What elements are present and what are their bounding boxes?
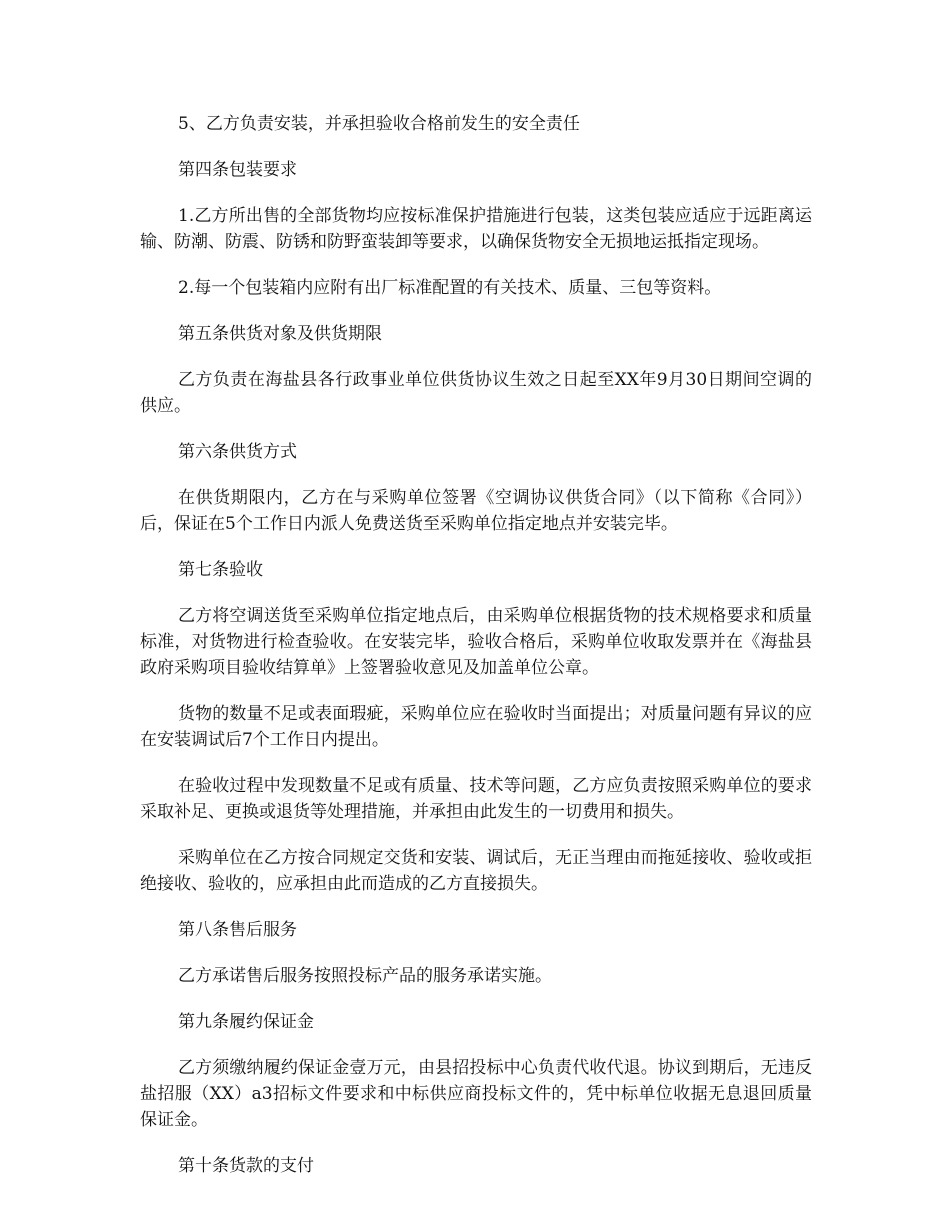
article-10-heading: 第十条货款的支付	[178, 1156, 314, 1176]
article-7-heading: 第七条验收	[178, 560, 263, 580]
after-sales-paragraph: 乙方承诺售后服务按照投标产品的服务承诺实施。	[178, 966, 552, 986]
packaging-item-2: 2.每一个包装箱内应附有出厂标准配置的有关技术、质量、三包等资料。	[178, 278, 722, 298]
article-9-heading: 第九条履约保证金	[178, 1012, 314, 1032]
document-page	[140, 111, 812, 1199]
supply-period-paragraph: 乙方负责在海盐县各行政事业单位供货协议生效之日起至XX年9月30日期间空调的供应。	[140, 370, 812, 416]
article-5-heading: 第五条供货对象及供货期限	[178, 324, 382, 344]
article-6-heading: 第六条供货方式	[178, 442, 297, 462]
acceptance-paragraph-1: 乙方将空调送货至采购单位指定地点后，由采购单位根据货物的技术规格要求和质量标准，对货物进行检查验收。在安装完毕，验收合格后，采购单位收取发票并在《海盐县政府采购项目验收结算单》上签署验收意见及加盖单位公章。	[140, 606, 812, 678]
clause-install-safety: 5、乙方负责安装，并承担验收合格前发生的安全责任	[178, 114, 580, 134]
acceptance-paragraph-4: 采购单位在乙方按合同规定交货和安装、调试后，无正当理由而拖延接收、验收或拒绝接收、验收的，应承担由此而造成的乙方直接损失。	[140, 848, 812, 894]
acceptance-paragraph-3: 在验收过程中发现数量不足或有质量、技术等问题，乙方应负责按照采购单位的要求采取补足、更换或退货等处理措施，并承担由此发生的一切费用和损失。	[140, 776, 812, 822]
article-8-heading: 第八条售后服务	[178, 920, 297, 940]
supply-method-paragraph: 在供货期限内，乙方在与采购单位签署《空调协议供货合同》（以下简称《合同》）后，保证在5个工作日内派人免费送货至采购单位指定地点并安装完毕。	[140, 488, 812, 534]
packaging-item-1: 1.乙方所出售的全部货物均应按标准保护措施进行包装，这类包装应适应于远距离运输、防潮、防震、防锈和防野蛮装卸等要求，以确保货物安全无损地运抵指定现场。	[140, 206, 812, 252]
acceptance-paragraph-2: 货物的数量不足或表面瑕疵，采购单位应在验收时当面提出；对质量问题有异议的应在安装调试后7个工作日内提出。	[140, 704, 812, 750]
performance-bond-paragraph: 乙方须缴纳履约保证金壹万元，由县招投标中心负责代收代退。协议到期后，无违反盐招服（XX）a3招标文件要求和中标供应商投标文件的，凭中标单位收据无息退回质量保证金。	[140, 1058, 812, 1130]
article-4-heading: 第四条包装要求	[178, 160, 297, 180]
